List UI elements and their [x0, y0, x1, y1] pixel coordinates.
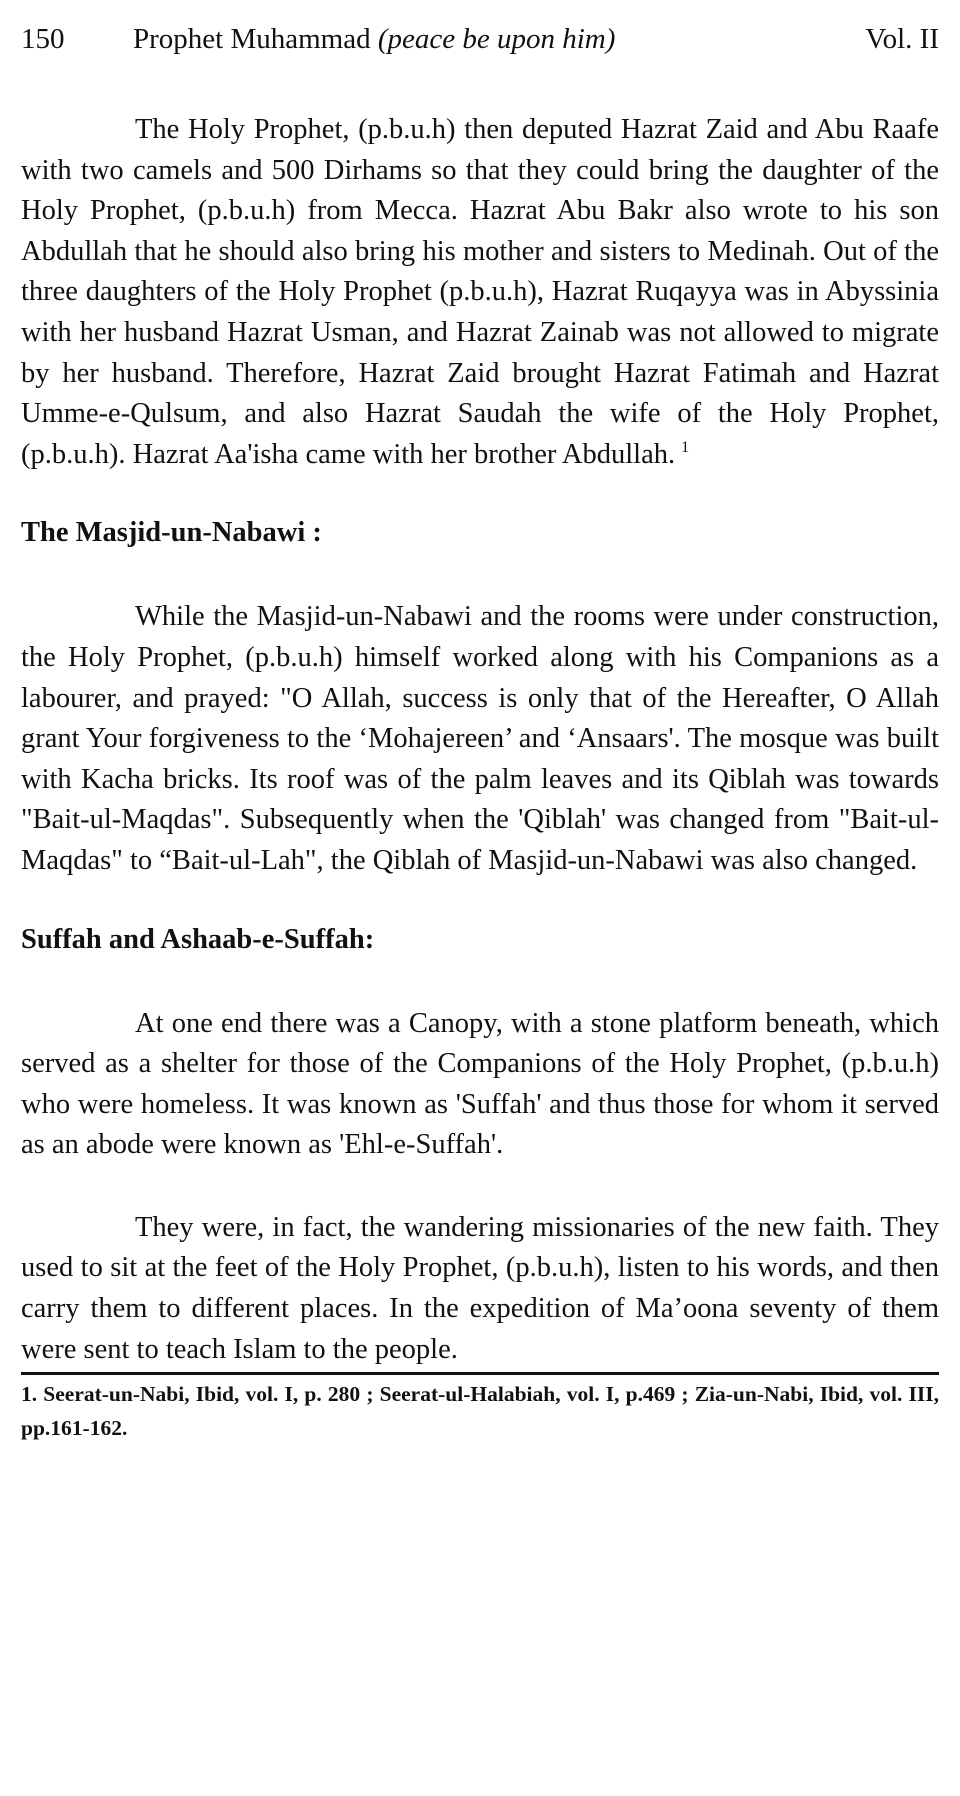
paragraph-migration-text: The Holy Prophet, (p.b.u.h) then deputed Hazrat Zaid and Abu Raafe with two camels and 500 Dirhams so that they could bring the daughter of the Holy Prophet, (p.b.u.h) from Mecca. Hazrat Abu Bakr also wrote to his son Abdullah that he should also bring his mother and sisters to Medinah. Out of the three daughters of the Holy Prophet (p.b.u.h), Hazrat Ruqayya was in Abyssinia with her husband Hazrat Usman, and Hazrat Zainab was not allowed to migrate by her husband. Therefore, Hazrat Zaid brought Hazrat Fatimah and Hazrat Umme-e-Qulsum, and also Hazrat Saudah the wife of the Holy Prophet, (p.b.u.h). Hazrat Aa'isha came with her brother Abdullah. [21, 114, 939, 470]
volume-label: Vol. II [865, 23, 939, 55]
footnote-divider [21, 1372, 939, 1375]
book-title-honorific: (peace be upon him) [377, 23, 616, 55]
paragraph-missionaries: They were, in fact, the wandering missionaries of the new faith. They used to sit at the feet of the Holy Prophet, (p.b.u.h), listen to his words, and then carry them to different places. In the expedition of Ma’oona seventy of them were sent to teach Islam to the people. [21, 1211, 939, 1365]
book-title [133, 14, 615, 64]
body-text [21, 110, 939, 1370]
paragraph-masjid: While the Masjid-un-Nabawi and the rooms were under construction, the Holy Prophet, (p.b.u.h) himself worked along with his Companions as a labourer, and prayed: "O Allah, success is only that of the Hereafter, O Allah grant Your forgiveness to the ‘Mohajereen’ and ‘Ansaars'. The mosque was built with Kacha bricks. Its roof was of the palm leaves and its Qiblah was towards "Bait-ul-Maqdas". Subsequently when the 'Qiblah' was changed from "Bait-ul-Maqdas" to “Bait-ul-Lah", the Qiblah of Masjid-un-Nabawi was also changed. [21, 601, 939, 876]
book-title-main: Prophet Muhammad [133, 23, 371, 55]
paragraph-gap [21, 1166, 939, 1208]
footnote: 1. Seerat-un-Nabi, Ibid, vol. I, p. 280 ; Seerat-ul-Halabiah, vol. I, p.469 ; Zia-un-Nabi, Ibid, vol. III, pp.161-162. [21, 1382, 939, 1441]
footnote-reference: 1 [681, 439, 690, 457]
paragraph-migration [21, 110, 939, 475]
section-heading-suffah: Suffah and Ashaab-e-Suffah: [21, 923, 375, 955]
page-number: 150 [21, 23, 65, 55]
paragraph-suffah: At one end there was a Canopy, with a stone platform beneath, which served as a shelter for those of the Companions of the Holy Prophet, (p.b.u.h) who were homeless. It was known as 'Suffah' and thus those for whom it served as an abode were known as 'Ehl-e-Suffah'. [21, 1007, 939, 1161]
book-page [21, 14, 939, 1445]
section-heading-masjid: The Masjid-un-Nabawi : [21, 517, 322, 549]
running-header [21, 14, 939, 64]
